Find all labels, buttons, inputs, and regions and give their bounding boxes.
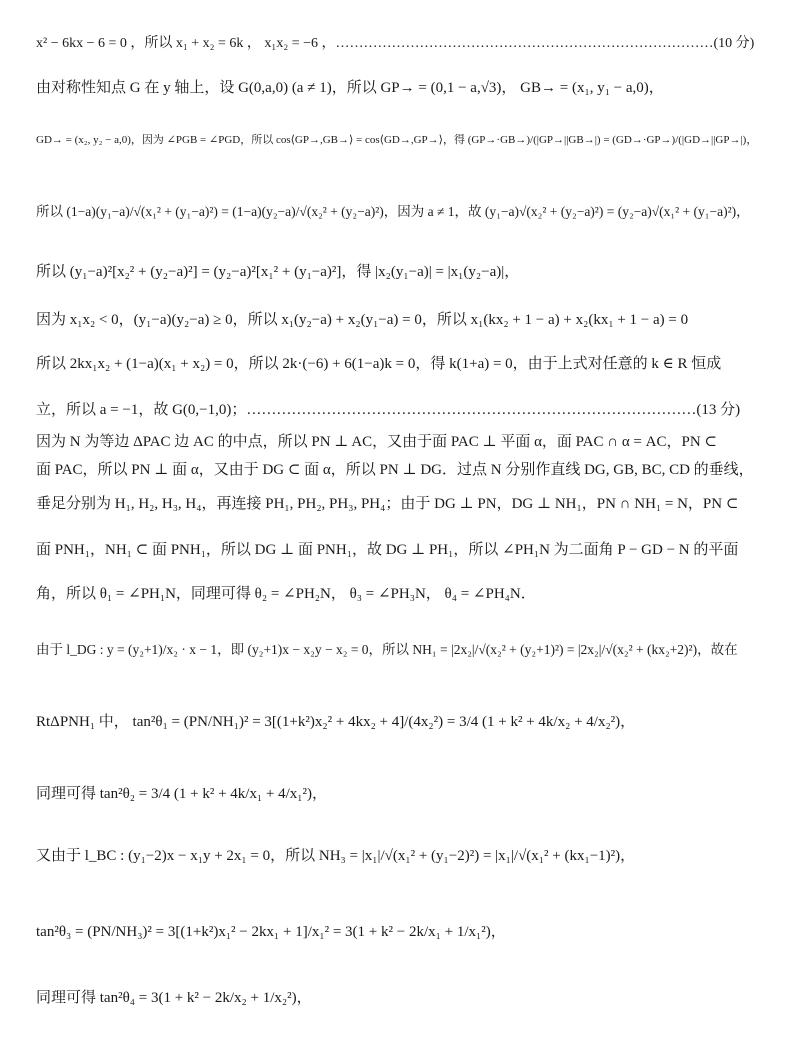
solution-line-4: 所以 (1−a)(y₁−a)/√(x₁² + (y₁−a)²) = (1−a)(y₂−a)/√(x₂² + (y₂−a)²)，因为 a ≠ 1，故 (y₁−a)√(x₂² + (y₂−a)²) = (y₂−a)√(x₁² + (y₁−a)²)， xyxy=(36,204,750,219)
solution-line-10: 面 PAC，所以 PN ⊥ 面 α，又由于 DG ⊂ 面 α，所以 PN ⊥ DG．过点 N 分别作直线 DG, GB, BC, CD 的垂线， xyxy=(36,462,754,478)
solution-line-3: GD→ = (x₂, y₂ − a,0)，因为 ∠PGB = ∠PGD，所以 cos⟨GP→,GB→⟩ = cos⟨GD→,GP→⟩，得 (GP→·GB→)/(|GP→||GB→|) = (GD→·GP→)/(|GD→||GP→|)， xyxy=(36,134,758,146)
solution-line-11: 垂足分别为 H₁, H₂, H₃, H₄，再连接 PH₁, PH₂, PH₃, PH₄；由于 DG ⊥ PN，DG ⊥ NH₁，PN ∩ NH₁ = N，PN ⊂ xyxy=(36,496,739,512)
solution-line-2: 由对称性知点 G 在 y 轴上，设 G(0,a,0) (a ≠ 1)，所以 GP→ = (0,1 − a,√3)， GB→ = (x₁, y₁ − a,0)， xyxy=(36,80,664,96)
solution-line-12: 面 PNH₁，NH₁ ⊂ 面 PNH₁，所以 DG ⊥ 面 PNH₁，故 DG ⊥ PH₁，所以 ∠PH₁N 为二面角 P − GD − N 的平面 xyxy=(36,542,739,558)
solution-line-6: 因为 x₁x₂ < 0，(y₁−a)(y₂−a) ≥ 0，所以 x₁(y₂−a) + x₂(y₁−a) = 0，所以 x₁(kx₂ + 1 − a) + x₂(kx₁ + 1 − a) = 0 xyxy=(36,312,689,328)
solution-line-14: 由于 l_DG : y = (y₂+1)/x₂ · x − 1，即 (y₂+1)x − x₂y − x₂ = 0，所以 NH₁ = |2x₂|/√(x₂² + (y₂+1)²) = |2x₂|/√(x₂² + (kx₂+2)²)，故在 xyxy=(36,642,738,657)
solution-line-18: tan²θ₃ = (PN/NH₃)² = 3[(1+k²)x₁² − 2kx₁ + 1]/x₁² = 3(1 + k² − 2k/x₁ + 1/x₁²)， xyxy=(36,924,506,940)
solution-line-15: RtΔPNH₁ 中， tan²θ₁ = (PN/NH₁)² = 3[(1+k²)x₂² + 4kx₂ + 4]/(4x₂²) = 3/4 (1 + k² + 4k/x₂ + 4/x₂²)， xyxy=(36,714,636,730)
solution-line-13: 角，所以 θ₁ = ∠PH₁N，同理可得 θ₂ = ∠PH₂N， θ₃ = ∠PH₃N， θ₄ = ∠PH₄N． xyxy=(36,586,536,602)
solution-line-1: x² − 6kx − 6 = 0 ，所以 x₁ + x₂ = 6k ， x₁x₂ = −6 ，………………………………………………………………………(10 分) xyxy=(36,36,755,51)
solution-line-17: 又由于 l_BC : (y₁−2)x − x₁y + 2x₁ = 0，所以 NH₃ = |x₁|/√(x₁² + (y₁−2)²) = |x₁|/√(x₁² + (kx₁−1)²)， xyxy=(36,848,636,864)
solution-line-16: 同理可得 tan²θ₂ = 3/4 (1 + k² + 4k/x₁ + 4/x₁²)， xyxy=(36,786,328,802)
solution-line-9: 因为 N 为等边 ΔPAC 边 AC 的中点，所以 PN ⊥ AC，又由于面 PAC ⊥ 平面 α，面 PAC ∩ α = AC，PN ⊂ xyxy=(36,434,717,450)
solution-line-5: 所以 (y₁−a)²[x₂² + (y₂−a)²] = (y₂−a)²[x₁² + (y₁−a)²]，得 |x₂(y₁−a)| = |x₁(y₂−a)|， xyxy=(36,264,520,280)
solution-line-8: 立，所以 a = −1，故 G(0,−1,0)；………………………………………………………………………………(13 分) xyxy=(36,402,741,418)
solution-line-19: 同理可得 tan²θ₄ = 3(1 + k² − 2k/x₂ + 1/x₂²)， xyxy=(36,990,312,1006)
solution-line-7: 所以 2kx₁x₂ + (1−a)(x₁ + x₂) = 0，所以 2k·(−6) + 6(1−a)k = 0，得 k(1+a) = 0，由于上式对任意的 k ∈ R 恒成 xyxy=(36,356,722,372)
